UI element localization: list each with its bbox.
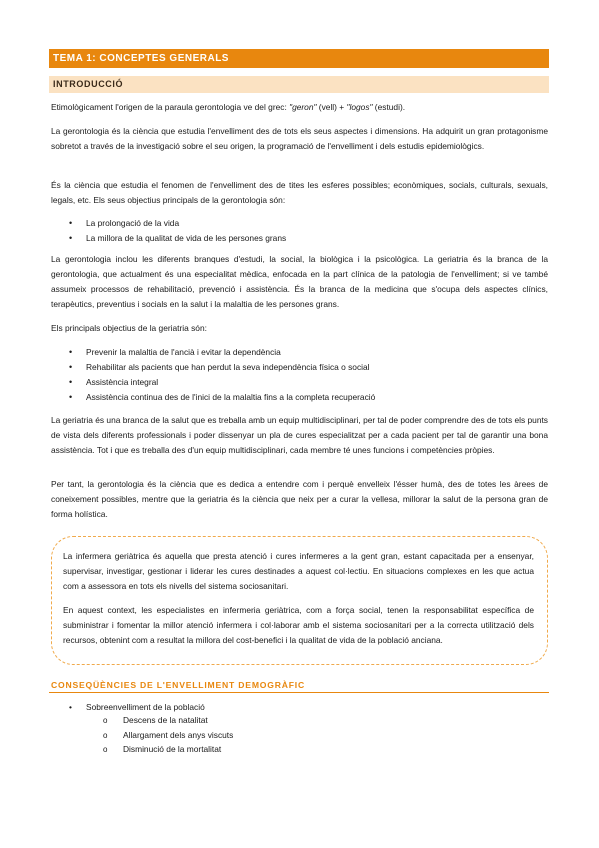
geriatrics-goals-list — [51, 345, 548, 405]
callout-box — [51, 536, 548, 665]
gerontology-definition-paragraph: La gerontologia és la ciència que estudia l'envelliment des de tots els seus aspectes i dimensions. Ha adquirit un gran protagonisme sobretot a través de la investigació sobre el seu origen, la programació de l'envelliment i dels estudis epidemiològics. — [51, 126, 548, 151]
section-heading-introduccio: INTRODUCCIÓ — [49, 76, 549, 93]
list-item-label: Sobreenvelliment de la població — [86, 702, 205, 712]
sub-list-item-label: Allargament dels anys viscuts — [123, 730, 234, 740]
sub-bullet-icon: o — [103, 716, 108, 725]
sub-bullet-icon: o — [103, 745, 108, 754]
term-logos: "logos" — [346, 102, 373, 112]
gerontology-goals-list — [51, 216, 548, 246]
list-item: • Rehabilitar als pacients que han perdut la seva independència física o social — [51, 360, 548, 375]
bullet-icon: • — [69, 702, 72, 712]
gerontology-scope-paragraph: És la ciència que estudia el fenomen de l'envelliment des de tites les esferes possibles; econòmiques, socials, culturals, sexuals, legals, etc. Els seus objectius principals de la gerontologia són: — [51, 180, 548, 205]
section-heading-consequencies: CONSEQÜÈNCIES DE L'ENVELLIMENT DEMOGRÀFIC — [49, 679, 549, 693]
etymology-text: (vell) + — [316, 102, 347, 112]
callout-paragraph-2: En aquest context, les especialistes en infermeria geriàtrica, com a força social, tenen la responsabilitat específica de subministrar i fomentar la millor atenció infermera i col·laborar amb el sistema sociosanitari per a la correcta utilització dels recursos, obtenint com a resultat la millora del cost-benefici i la qualitat de vida de la població anciana. — [63, 605, 534, 645]
list-item: • Prevenir la malaltia de l'ancià i evitar la dependència — [51, 345, 548, 360]
callout-paragraph-1: La infermera geriàtrica és aquella que presta atenció i cures infermeres a la gent gran, estant capacitada per a ensenyar, supervisar, investigar, gestionar i liderar les cures destinades a aquest col·lectiu. En situacions complexes en les que actua com a assessora en tots els nivells del sistema sociosanitari. — [63, 551, 534, 591]
chapter-title: TEMA 1: CONCEPTES GENERALS — [49, 49, 549, 68]
branches-paragraph: La gerontologia inclou les diferents branques d'estudi, la social, la biològica i la psicològica. La geriatria és la branca de la gerontologia, que actualment és una especialitat mèdica, enfocada en la part clínica de la patologia de l'envelliment; si ve també assumeix processos de rehabilitació, prevenció i assistència. És la branca de la medicina que s'ocupa dels aspectes clínics, terapèutics, preventius i socials en la salut i la malaltia de les persones grans. — [51, 254, 548, 309]
sub-list-item-label: Descens de la natalitat — [123, 715, 208, 725]
list-item: • Assistència continua des de l'inici de la malaltia fins a la completa recuperació — [51, 390, 548, 405]
multidisciplinary-paragraph: La geriatria és una branca de la salut que es treballa amb un equip multidisciplinari, per tal de poder comprendre des de tots els punts de vista dels diferents professionals i poder dissenyar un pla de cures especialitzat per a cada pacient per tal de garantir una bona assistència. Tot i que es treballa des d'un equip multidisciplinari, cada membre té unes funcions i competències pròpies. — [51, 415, 548, 455]
etymology-text: Etimològicament l'origen de la paraula gerontologia ve del grec: — [51, 102, 290, 112]
term-geron: "geron" — [289, 102, 317, 112]
list-item: • Assistència integral — [51, 375, 548, 390]
sub-bullet-icon: o — [103, 731, 108, 740]
etymology-text: (estudi). — [372, 102, 406, 112]
etymology-paragraph — [51, 100, 548, 115]
sub-list-item-label: Disminució de la mortalitat — [123, 744, 222, 754]
list-item: • La prolongació de la vida — [51, 216, 548, 231]
conclusion-paragraph: Per tant, la gerontologia és la ciència que es dedica a entendre com i perquè envelleix l'ésser humà, des de totes les àrees de coneixement possibles, mentre que la geriatria és la ciència que neix per a curar la vellesa, millorar la salut de la persona gran de forma holística. — [51, 479, 548, 519]
geriatrics-objectives-intro: Els principals objectius de la geriatria són: — [51, 323, 207, 333]
list-item: • La millora de la qualitat de vida de les persones grans — [51, 231, 548, 246]
